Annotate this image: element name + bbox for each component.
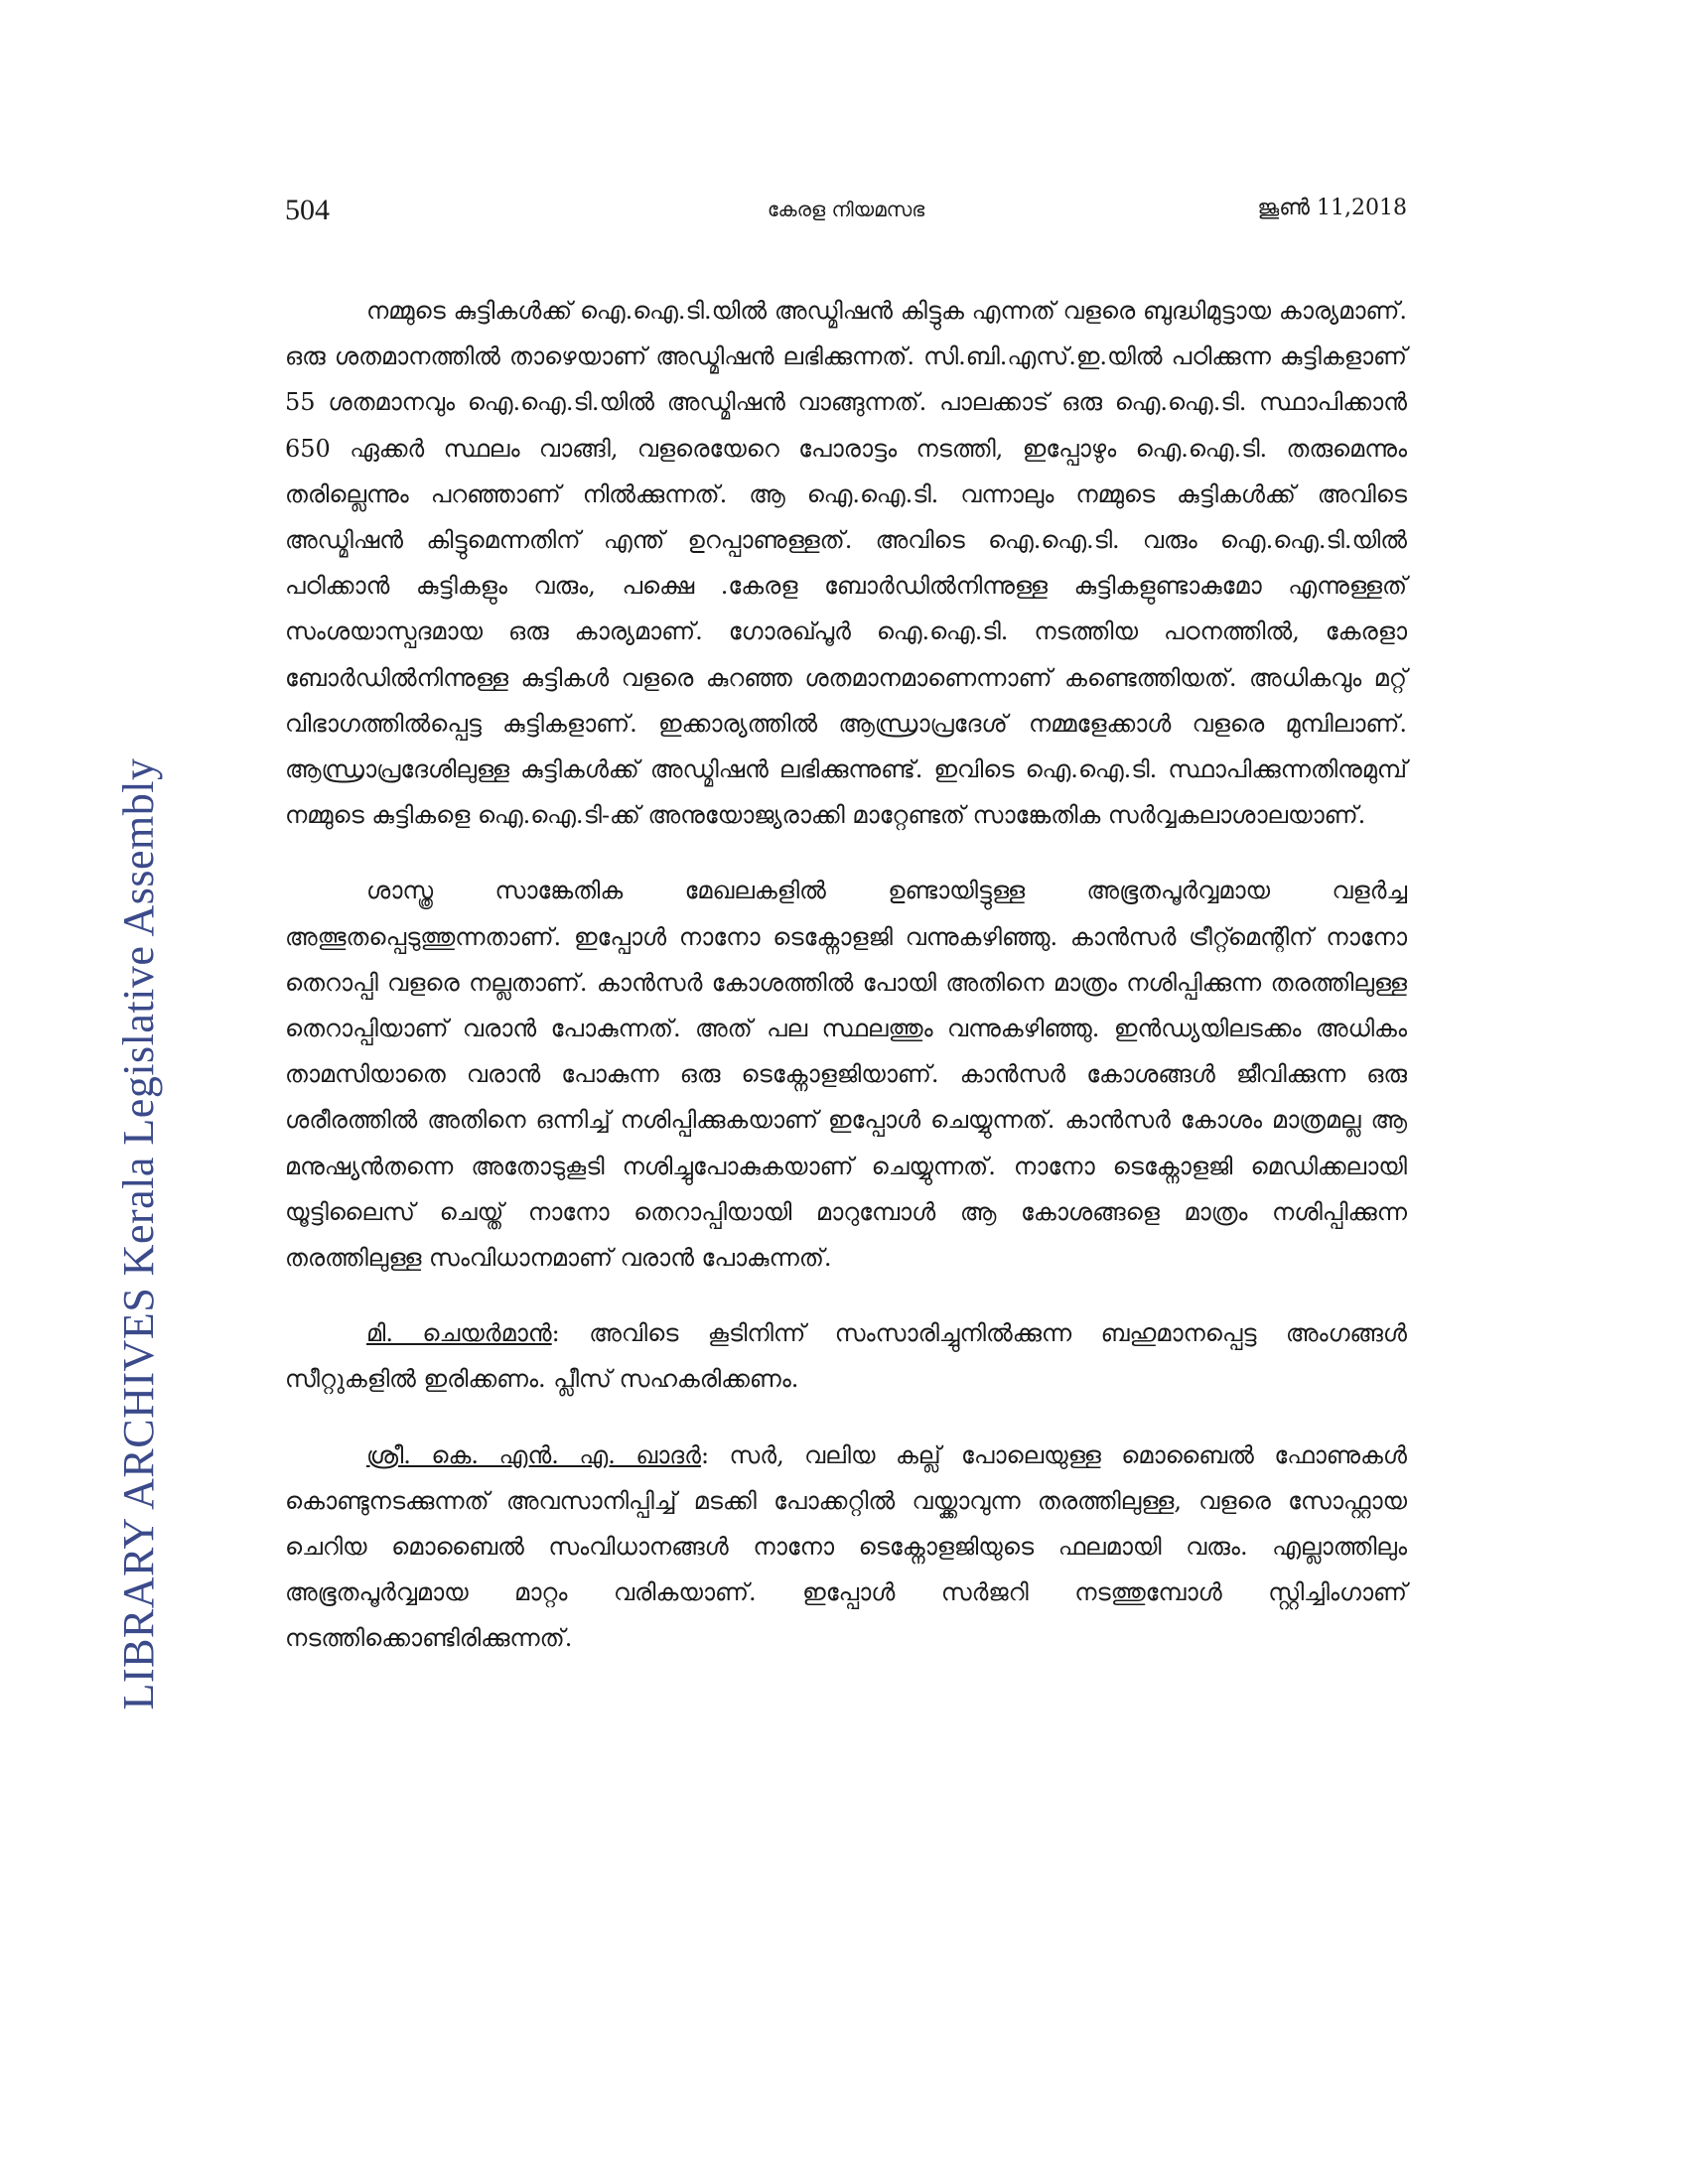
document-body bbox=[285, 288, 1407, 1692]
speech-text: അവിടെ കൂടിനിന്ന് സംസാരിച്ചുനിൽക്കുന്ന ബഹുമാനപ്പെട്ട അംഗങ്ങൾ സീറ്റുകളിൽ ഇരിക്കണം. പ്ലീസ് സഹകരിക്കണം. bbox=[285, 1319, 1408, 1394]
page-date: ജൂൺ 11,2018 bbox=[1257, 196, 1407, 220]
speaker-separator: : bbox=[700, 1440, 730, 1469]
speech-paragraph bbox=[285, 1433, 1407, 1662]
speaker-name: മി. ചെയർമാൻ bbox=[366, 1319, 552, 1348]
page-header bbox=[285, 194, 1407, 233]
speaker-separator: : bbox=[551, 1319, 590, 1348]
paragraph: നമ്മുടെ കുട്ടികൾക്ക് ഐ.ഐ.ടി.യിൽ അഡ്മിഷൻ കിട്ടുക എന്നത് വളരെ ബുദ്ധിമുട്ടായ കാര്യമാണ്. ഒരു ശതമാനത്തിൽ താഴെയാണ് അഡ്മിഷൻ ലഭിക്കുന്നത്. സി.ബി.എസ്.ഇ.യിൽ പഠിക്കുന്ന കുട്ടികളാണ് 55 ശതമാനവും ഐ.ഐ.ടി.യിൽ അഡ്മിഷൻ വാങ്ങുന്നത്. പാലക്കാട് ഒരു ഐ.ഐ.ടി. സ്ഥാപിക്കാൻ 650 ഏക്കർ സ്ഥലം വാങ്ങി, വളരെയേറെ പോരാട്ടം നടത്തി, ഇപ്പോഴും ഐ.ഐ.ടി. തരുമെന്നും തരില്ലെന്നും പറഞ്ഞാണ് നിൽക്കുന്നത്. ആ ഐ.ഐ.ടി. വന്നാലും നമ്മുടെ കുട്ടികൾക്ക് അവിടെ അഡ്മിഷൻ കിട്ടുമെന്നതിന് എന്ത് ഉറപ്പാണുള്ളത്. അവിടെ ഐ.ഐ.ടി. വരും ഐ.ഐ.ടി.യിൽ പഠിക്കാൻ കുട്ടികളും വരും, പക്ഷെ .കേരള ബോർഡിൽനിന്നുള്ള കുട്ടികളുണ്ടാകുമോ എന്നുള്ളത് സംശയാസ്പദമായ ഒരു കാര്യമാണ്. ഗോരഖ്പൂർ ഐ.ഐ.ടി. നടത്തിയ പഠനത്തിൽ, കേരളാ ബോർഡിൽനിന്നുള്ള കുട്ടികൾ വളരെ കുറഞ്ഞ ശതമാനമാണെന്നാണ് കണ്ടെത്തിയത്. അധികവും മറ്റ് വിഭാഗത്തിൽപ്പെട്ട കുട്ടികളാണ്. ഇക്കാര്യത്തിൽ ആന്ധ്രാപ്രദേശ് നമ്മളേക്കാൾ വളരെ മുമ്പിലാണ്. ആന്ധ്രാപ്രദേശിലുള്ള കുട്ടികൾക്ക് അഡ്മിഷൻ ലഭിക്കുന്നുണ്ട്. ഇവിടെ ഐ.ഐ.ടി. സ്ഥാപിക്കുന്നതിനുമുമ്പ് നമ്മുടെ കുട്ടികളെ ഐ.ഐ.ടി-ക്ക് അനുയോജ്യരാക്കി മാറ്റേണ്ടത് സാങ്കേതിക സർവ്വകലാശാലയാണ്. bbox=[285, 297, 1407, 830]
running-title: കേരള നിയമസഭ bbox=[767, 198, 925, 221]
speaker-name: ശ്രീ. കെ. എൻ. എ. ഖാദർ bbox=[366, 1440, 701, 1469]
archive-watermark: LIBRARY ARCHIVES Kerala Legislative Assembly bbox=[114, 757, 163, 1710]
paragraph: ശാസ്ത്ര സാങ്കേതിക മേഖലകളിൽ ഉണ്ടായിട്ടുള്ള അഭൂതപൂർവ്വമായ വളർച്ച അത്ഭുതപ്പെടുത്തുന്നതാണ്. ഇപ്പോൾ നാനോ ടെക്നോളജി വന്നുകഴിഞ്ഞു. കാൻസർ ട്രീറ്റ്മെന്റിന് നാനോ തെറാപ്പി വളരെ നല്ലതാണ്. കാൻസർ കോശത്തിൽ പോയി അതിനെ മാത്രം നശിപ്പിക്കുന്ന തരത്തിലുള്ള തെറാപ്പിയാണ് വരാൻ പോകുന്നത്. അത് പല സ്ഥലത്തും വന്നുകഴിഞ്ഞു. ഇൻഡ്യയിലടക്കം അധികം താമസിയാതെ വരാൻ പോകുന്ന ഒരു ടെക്നോളജിയാണ്. കാൻസർ കോശങ്ങൾ ജീവിക്കുന്ന ഒരു ശരീരത്തിൽ അതിനെ ഒന്നിച്ച് നശിപ്പിക്കുകയാണ് ഇപ്പോൾ ചെയ്യുന്നത്. കാൻസർ കോശം മാത്രമല്ല ആ മനുഷ്യൻതന്നെ അതോടുകൂടി നശിച്ചുപോകുകയാണ് ചെയ്യുന്നത്. നാനോ ടെക്നോളജി മെഡിക്കലായി യൂട്ടിലൈസ് ചെയ്ത് നാനോ തെറാപ്പിയായി മാറുമ്പോൾ ആ കോശങ്ങളെ മാത്രം നശിപ്പിക്കുന്ന തരത്തിലുള്ള സംവിധാനമാണ് വരാൻ പോകുന്നത്. bbox=[285, 877, 1407, 1273]
speech-text: സർ, വലിയ കല്ല് പോലെയുള്ള മൊബൈൽ ഫോണുകൾ കൊണ്ടുനടക്കുന്നത് അവസാനിപ്പിച്ച് മടക്കി പോക്കറ്റിൽ വയ്ക്കാവുന്ന തരത്തിലുള്ള, വളരെ സോഫ്റ്റായ ചെറിയ മൊബൈൽ സംവിധാനങ്ങൾ നാനോ ടെക്നോളജിയുടെ ഫലമായി വരും. എല്ലാത്തിലും അഭൂതപൂർവ്വമായ മാറ്റം വരികയാണ്. ഇപ്പോൾ സർജറി നടത്തുമ്പോൾ സ്റ്റിച്ചിംഗാണ് നടത്തിക്കൊണ്ടിരിക്കുന്നത്. bbox=[285, 1440, 1407, 1653]
page-number: 504 bbox=[285, 194, 330, 226]
speech-paragraph bbox=[285, 1310, 1407, 1402]
